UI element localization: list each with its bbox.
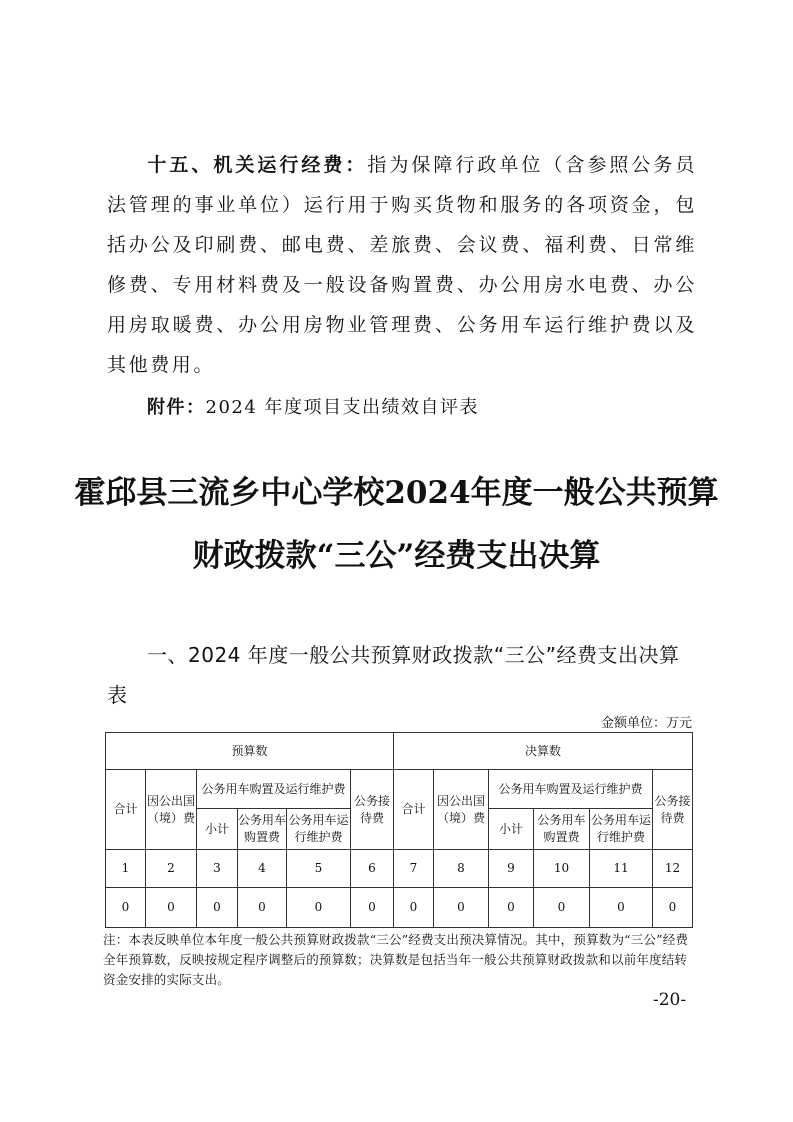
- header-subtotal: 小计: [489, 809, 534, 850]
- section-heading: [107, 635, 697, 715]
- header-vehicle-operation: 公务用车运行维护费: [590, 809, 653, 850]
- value-cell: 0: [146, 888, 197, 928]
- group-header-row: [106, 733, 693, 770]
- value-cell: 0: [590, 888, 653, 928]
- header-vehicle-purchase: 公务用车购置费: [238, 809, 287, 850]
- column-header-row-1: [106, 770, 693, 809]
- column-number: 3: [197, 850, 238, 888]
- value-cell: 0: [394, 888, 434, 928]
- unit-label: 金额单位：万元: [600, 716, 692, 731]
- value-cell: 0: [287, 888, 351, 928]
- three-public-expenses-table: [105, 732, 693, 928]
- column-number: 7: [394, 850, 434, 888]
- header-total: 合计: [106, 770, 146, 850]
- document-title-line-1: 霍邱县三流乡中心学校2024年度一般公共预算: [74, 475, 719, 511]
- column-number: 10: [534, 850, 590, 888]
- column-number: 2: [146, 850, 197, 888]
- column-number: 12: [653, 850, 693, 888]
- value-cell: 0: [653, 888, 693, 928]
- value-cell: 0: [351, 888, 394, 928]
- header-reception: 公务接待费: [653, 770, 693, 850]
- attachment-line: [147, 393, 479, 419]
- budget-group-header: 预算数: [106, 733, 394, 770]
- attachment-text: 2024 年度项目支出绩效自评表: [205, 397, 480, 418]
- header-total: 合计: [394, 770, 434, 850]
- document-title-line-2: 财政拨款“三公”经费支出决算: [192, 538, 601, 574]
- header-reception: 公务接待费: [351, 770, 394, 850]
- column-number: 6: [351, 850, 394, 888]
- final-group-header: 决算数: [394, 733, 693, 770]
- attachment-label: 附件：: [147, 397, 206, 418]
- column-number: 9: [489, 850, 534, 888]
- column-number: 4: [238, 850, 287, 888]
- value-cell: 0: [197, 888, 238, 928]
- column-number: 5: [287, 850, 351, 888]
- header-vehicle-group: 公务用车购置及运行维护费: [197, 770, 351, 809]
- header-subtotal: 小计: [197, 809, 238, 850]
- section-heading-line-2: 表: [107, 683, 128, 707]
- header-vehicle-group: 公务用车购置及运行维护费: [489, 770, 653, 809]
- column-number: 1: [106, 850, 146, 888]
- header-vehicle-purchase: 公务用车购置费: [534, 809, 590, 850]
- header-abroad: 因公出国（境）费: [434, 770, 489, 850]
- header-abroad: 因公出国（境）费: [146, 770, 197, 850]
- page-number: -20-: [653, 990, 687, 1010]
- column-number-row: [106, 850, 693, 888]
- value-cell: 0: [238, 888, 287, 928]
- definition-term: 十五、机关运行经费：: [147, 154, 368, 176]
- header-vehicle-operation: 公务用车运行维护费: [287, 809, 351, 850]
- section-heading-line-1: 一、2024 年度一般公共预算财政拨款“三公”经费支出决算: [147, 643, 680, 667]
- value-cell: 0: [434, 888, 489, 928]
- column-number: 11: [590, 850, 653, 888]
- column-number: 8: [434, 850, 489, 888]
- definition-paragraph: [107, 145, 697, 385]
- value-cell: 0: [534, 888, 590, 928]
- definition-text: 指为保障行政单位（含参照公务员法管理的事业单位）运行用于购买货物和服务的各项资金，包括办公及印刷费、邮电费、差旅费、会议费、福利费、日常维修费、专用材料费及一般设备购置费、办公用房水电费、办公用房取暖费、办公用房物业管理费、公务用车运行维护费以及其他费用。: [107, 154, 697, 376]
- value-cell: 0: [489, 888, 534, 928]
- table-note: 注：本表反映单位本年度一般公共预算财政拨款“三公”经费支出预决算情况。其中，预算数为“三公”经费全年预算数，反映按规定程序调整后的预算数；决算数是包括当年一般公共预算财政拨款和以前年度结转资金安排的实际支出。: [103, 932, 689, 987]
- value-cell: 0: [106, 888, 146, 928]
- value-row: [106, 888, 693, 928]
